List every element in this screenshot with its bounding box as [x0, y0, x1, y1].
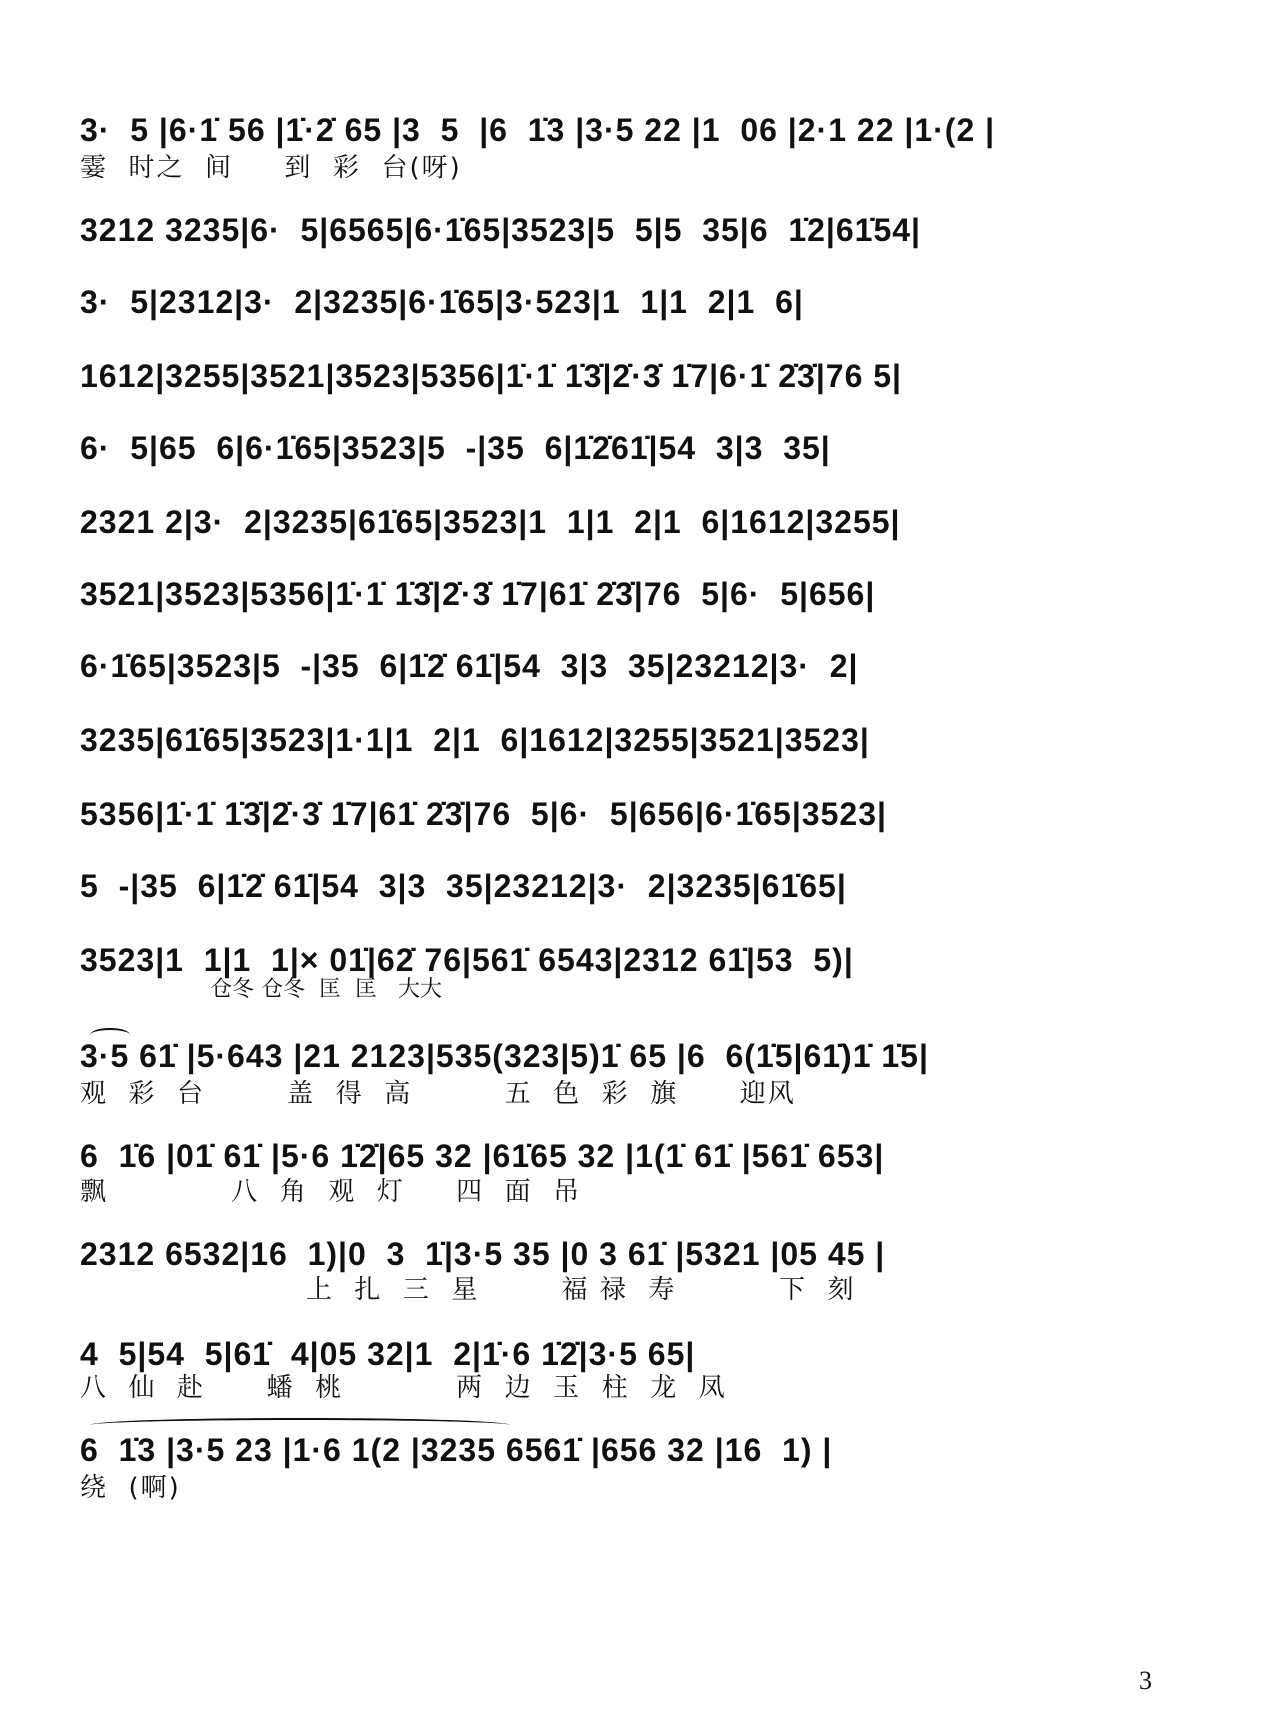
- lyric-line-15: 上 扎 三 星 福 禄 寿 下 刻: [80, 1275, 856, 1305]
- lyric-line-13: 观 彩 台 盖 得 高 五 色 彩 旗 迎风: [80, 1079, 796, 1109]
- lyric-line-17: 绕 (啊): [80, 1473, 181, 1503]
- music-line-13: 3·5 61̇ |5·643 |21 2123|535(323|5)1̇ 65 |6 6(1̇5|61̇)1̇ 1̇5|: [80, 1038, 929, 1074]
- percussion-syllables: 仓冬 仓冬 匡 匡 大大: [210, 977, 442, 1002]
- page-number: 3: [1139, 1666, 1152, 1695]
- lyric-line-16: 八 仙 赴 蟠 桃 两 边 玉 柱 龙 凤: [80, 1373, 727, 1403]
- music-line-6: 2321 2|3· 2|3235|61̇65|3523|1 1|1 2|1 6|1612|3255|: [80, 504, 901, 540]
- music-line-4: 1612|3255|3521|3523|5356|1̇·1̇ 1̇3̇|2̇·3̇ 1̇7|6·1̇ 2̇3̇|76 5|: [80, 358, 902, 394]
- music-line-10: 5356|1̇·1̇ 1̇3̇|2̇·3̇ 1̇7|61̇ 2̇3̇|76 5|6· 5|656|6·1̇65|3523|: [80, 796, 887, 832]
- lyric-line-14: 飘 八 角 观 灯 四 面 吊: [80, 1177, 582, 1207]
- lyric-line-1: 霎 时之 间 到 彩 台(呀): [80, 153, 462, 183]
- music-line-9: 3235|61̇65|3523|1·1|1 2|1 6|1612|3255|3521|3523|: [80, 722, 870, 758]
- music-line-1: 3· 5 |6·1̇ 56 |1̇·2̇ 65 |3 5 |6 1̇3 |3·5 22 |1 06 |2·1 22 |1·(2 |: [80, 112, 996, 148]
- music-line-15: 2312 6532|16 1)|0 3 1̇|3·5 35 |0 3 61̇ |5321 |05 45 |: [80, 1236, 886, 1272]
- music-line-3: 3· 5|2312|3· 2|3235|6·1̇65|3·523|1 1|1 2|1 6|: [80, 284, 804, 320]
- music-line-11: 5 -|35 6|1̇2̇ 61̇|54 3|3 35|23212|3· 2|3235|61̇65|: [80, 868, 847, 904]
- music-line-12: 3523|1 1|1 1|× 01̇|62̇ 76|561̇ 6543|2312 61̇|53 5)|: [80, 942, 854, 978]
- music-line-14: 6 1̇6 |01̇ 61̇ |5·6 1̇2̇|65 32 |61̇65 32 |1(1̇ 61̇ |561̇ 653|: [80, 1138, 885, 1174]
- music-line-2: 3212 3235|6· 5|6565|6·1̇65|3523|5 5|5 35|6 1̇2|61̇54|: [80, 212, 921, 248]
- music-line-17: 6 1̇3 |3·5 23 |1·6 1(2 |3235 6561̇ |656 32 |16 1) |: [80, 1432, 833, 1468]
- music-line-16: 4 5|54 5|61̇ 4|05 32|1 2|1̇·6 1̇2̇|3·5 65|: [80, 1336, 696, 1372]
- music-line-7: 3521|3523|5356|1̇·1̇ 1̇3̇|2̇·3̇ 1̇7|61̇ 2̇3̇|76 5|6· 5|656|: [80, 576, 876, 612]
- music-line-8: 6·1̇65|3523|5 -|35 6|1̇2̇ 61̇|54 3|3 35|23212|3· 2|: [80, 648, 859, 684]
- music-line-5: 6· 5|65 6|6·1̇65|3523|5 -|35 6|1̇2̇61̇|54 3|3 35|: [80, 430, 831, 466]
